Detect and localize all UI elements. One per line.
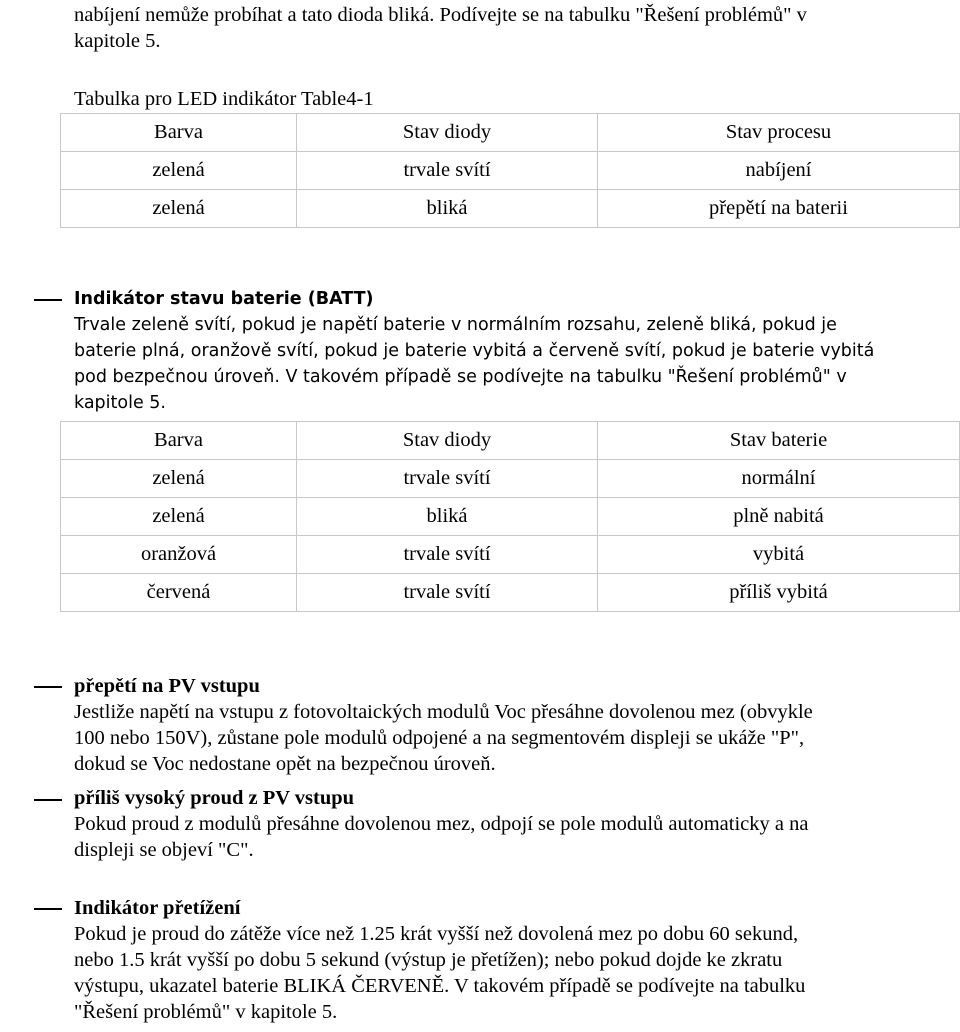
table-header-cell: Stav diody [297,422,598,460]
table-header-cell: Stav diody [297,114,598,152]
paragraph-line: nebo 1.5 krát vyšší po dobu 5 sekund (výstup je přetížen); nebo pokud dojde ke zkratu [74,949,783,971]
table-cell: nabíjení [598,152,960,190]
paragraph-line: Jestliže napětí na vstupu z fotovoltaických modulů Voc přesáhne dovolenou mez (obvykle [74,701,813,723]
table-header-row [61,114,960,152]
bullet-dash [34,299,62,301]
table-cell: příliš vybitá [598,574,960,612]
battery-status-table [60,421,960,612]
overload-section [74,895,938,1025]
bullet-dash [34,799,62,801]
paragraph-line: dokud se Voc nedostane opět na bezpečnou úroveň. [74,753,496,775]
table-cell: trvale svítí [297,152,598,190]
table-cell: vybitá [598,536,960,574]
table-row [61,152,960,190]
table-cell: normální [598,460,960,498]
table-row [61,574,960,612]
table-cell: zelená [61,190,297,228]
paragraph-line: 100 nebo 150V), zůstane pole modulů odpojené a na segmentovém displeji se ukáže "P", [74,727,805,749]
table-header-row [61,422,960,460]
paragraph-line: displeji se objeví "C". [74,839,254,861]
table-cell: červená [61,574,297,612]
section-heading: přepětí na PV vstupu [74,675,260,697]
paragraph-line: Pokud je proud do zátěže více než 1.25 krát vyšší než dovolená mez po dobu 60 sekund, [74,923,799,945]
table-cell: trvale svítí [297,536,598,574]
intro-line: kapitole 5. [74,30,161,52]
table1-caption: Tabulka pro LED indikátor Table4-1 [74,88,374,110]
table-cell: zelená [61,460,297,498]
table-cell: oranžová [61,536,297,574]
paragraph-line: "Řešení problémů" v kapitole 5. [74,1001,338,1023]
bullet-dash [34,686,62,688]
table-header-cell: Stav procesu [598,114,960,152]
table-row [61,536,960,574]
table-cell: bliká [297,498,598,536]
section-heading: Indikátor stavu baterie (BATT) [74,289,374,309]
table-cell: bliká [297,190,598,228]
table-cell: plně nabitá [598,498,960,536]
paragraph-line: kapitole 5. [74,393,166,413]
table-row [61,460,960,498]
table-header-cell: Barva [61,114,297,152]
paragraph-line: Trvale zeleně svítí, pokud je napětí baterie v normálním rozsahu, zeleně bliká, pokud je [74,315,837,335]
paragraph-line: baterie plná, oranžově svítí, pokud je baterie vybitá a červeně svítí, pokud je baterie vybitá [74,341,875,361]
table-cell: trvale svítí [297,574,598,612]
intro-paragraph [74,2,938,54]
table-cell: přepětí na baterii [598,190,960,228]
table-row [61,190,960,228]
table-cell: trvale svítí [297,460,598,498]
intro-line: nabíjení nemůže probíhat a tato dioda bliká. Podívejte se na tabulku "Řešení problémů" v [74,4,807,26]
table-header-cell: Stav baterie [598,422,960,460]
table-cell: zelená [61,152,297,190]
table-header-cell: Barva [61,422,297,460]
paragraph-line: pod bezpečnou úroveň. V takovém případě se podívejte na tabulku "Řešení problémů" v [74,367,847,387]
pv-overcurrent-section [74,785,938,863]
section-heading: příliš vysoký proud z PV vstupu [74,787,355,809]
bullet-dash [34,908,62,910]
paragraph-line: výstupu, ukazatel baterie BLIKÁ ČERVENĚ. V takovém případě se podívejte na tabulku [74,975,806,997]
paragraph-line: Pokud proud z modulů přesáhne dovolenou mez, odpojí se pole modulů automaticky a na [74,813,809,835]
batt-section [74,286,938,416]
section-heading: Indikátor přetížení [74,897,241,919]
table-cell: zelená [61,498,297,536]
table-row [61,498,960,536]
led-indicator-table [60,113,960,228]
pv-overvoltage-section [74,673,938,777]
